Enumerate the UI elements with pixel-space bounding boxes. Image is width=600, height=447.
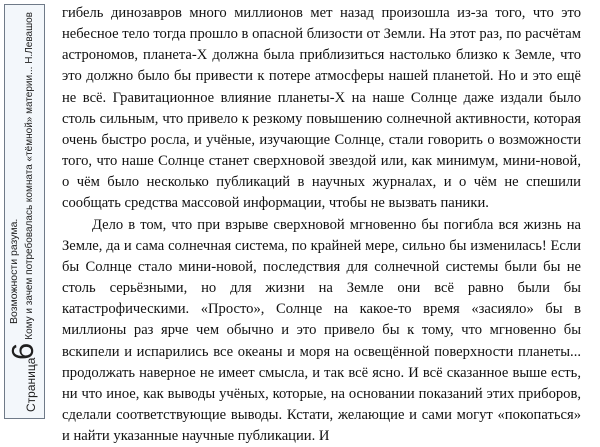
paragraph-2: Дело в том, что при взрыве сверхновой мгновенно бы погибла вся жизнь на Земле, да и сама солнечная система, по крайней мере, сильно бы изменилась! Если бы Солнце стало мини-новой, последствия для солнечной системы были бы не столь серьёзными, но для жизни на Земле они всё равно были бы катастрофическими. «Просто», Солнце на какое-то время «засияло» бы в миллионы раз ярче чем обычно и это привело бы к тому, что мгновенно бы вскипели и испарились все океаны и моря на освещённой поверхности планеты... продолжать наверное не имеет смысла, и так всё ясно. И всё сказанное выше есть, ни что иное, как выводы учёных, которые, на основании показаний этих приборов, сделали соответствующие выводы. Кстати, желающие и сами могут «покопаться» и найти указанные научные публикации. И: [62, 216, 581, 445]
book-title: Возможности разума.: [8, 218, 20, 324]
book-subtitle: Кому и зачем потребовалась комната «тёмной» материи... Н.Левашов: [24, 12, 35, 340]
book-header: [5, 7, 44, 412]
paragraph-1: гибель динозавров много миллионов мет назад произошла из-за того, что это небесное тело тогда прошло в опасной близости от Земли. На этот раз, по расчётам астрономов, планета-Х должна была приблизиться настолько близко к Земле, что это должно было бы привести к потере атмосферы нашей планетой. Но и это ещё не всё. Гравитационное влияние планеты-Х на наше Солнце даже издали было столь сильным, что привело к резкому повышению солнечной активности, которая очень быстро росла, и учёные, изучающие Солнце, стали говорить о возможности того, что наше Солнце станет сверхновой звездой или, как минимум, мини-новой, о чём было несколько публикаций в научных журналах, и о чём не спешили сообщать средства массовой информации, чтобы не вызвать паники.: [62, 5, 581, 212]
rotated-sidebar-content: [5, 7, 44, 412]
body-text: [62, 3, 581, 447]
page-number: 6: [5, 342, 40, 360]
page-label: Страница: [24, 357, 38, 412]
page-sidebar: [4, 4, 45, 419]
